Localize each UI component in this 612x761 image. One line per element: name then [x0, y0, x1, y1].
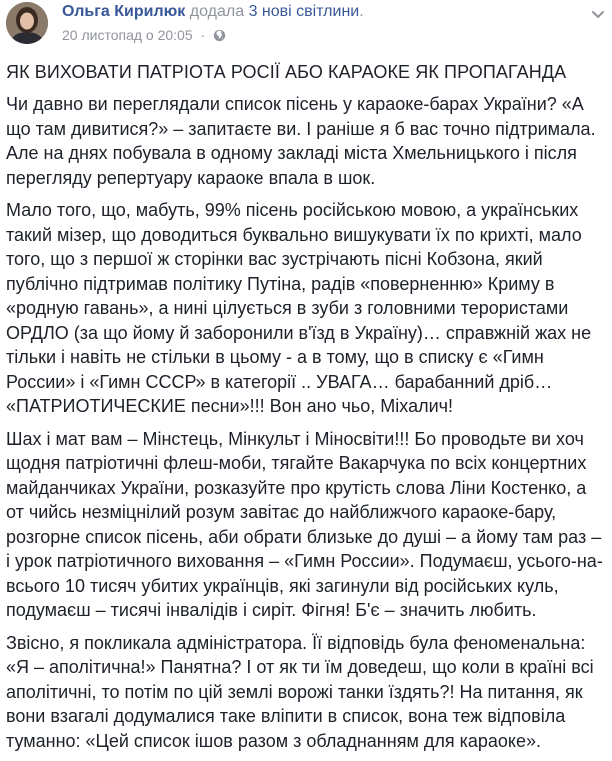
author-name-link[interactable]: Ольга Кирилюк: [62, 3, 186, 20]
action-period: .: [359, 3, 364, 20]
post-paragraph: Мало того, що, мабуть, 99% пісень російською мовою, а українських такий мізер, що доводиться буквально вишукувати їх по крихті, мало того, що з першої ж сторінки вас зустрічають пісні Кобзона, який публічно підтримав політику Путіна, радів «поверненню» Криму в «родную гавань», а нині цілується в зуби з головними терористами ОРДЛО (за що йому й заборонили в'їзд в Україну)… справжній жах не тільки і навіть не стільки в цьому - а в тому, що в списку є «Гимн России» і «Гимн СССР» в категорії .. УВАГА… барабанний дріб… «ПАТРИОТИЧЕСКИЕ песни»!!! Вон ано чьо, Міхалич!: [6, 200, 592, 416]
meta-separator: ·: [200, 27, 206, 43]
photos-link[interactable]: 3 нові світлини: [248, 3, 360, 20]
action-text: додала: [189, 3, 245, 20]
post-title: ЯК ВИХОВАТИ ПАТРІОТА РОСІЇ АБО КАРАОКЕ ЯК ПРОПАГАНДА: [6, 62, 567, 82]
chevron-down-icon[interactable]: [588, 4, 608, 24]
post-timestamp[interactable]: 20 листопад о 20:05: [62, 27, 193, 43]
author-line: [62, 2, 364, 22]
post-paragraph: Звісно, я покликала адміністратора. Її відповідь була феноменальна: «Я – аполітична!» Панятна? І от як ти їм доведеш, що коли в країні всі аполітичні, то потім по цій землі ворожі танки їздять?! На питання, як вони взагалі додумалися таке вліпити в список, вона теж відповіла туманно: «Цей список ішов разом з обладнанням для караоке».: [6, 632, 594, 751]
post-paragraph: Чи давно ви переглядали список пісень у караоке-барах України? «А що там дивитися?» – запитаєте ви. І раніше я б вас точно підтримала. Але на днях побувала в одному закладі міста Хмельницького і після перегляду репертуару караоке впала в шок.: [6, 94, 596, 188]
post-header: [0, 0, 612, 52]
avatar-image: [6, 2, 48, 44]
post-paragraph: Шах і мат вам – Мінстець, Мінкульт і Міносвіти!!! Бо проводьте ви хоч щодня патріотичні флеш-моби, тягайте Вакарчука по всіх концертних майданчиках України, розказуйте про крутість слова Ліни Костенко, а от чийсь незміцнілий розум завітає до найближчого караоке-бару, розгорне список пісень, аби обрати близьке до душі – а йому там раз – і урок патріотичного виховання – «Гимн России». Подумаєш, усього-на-всього 10 тисяч убитих українців, які загинули від російських куль, подумаєш – тисячі інвалідів і сиріт. Фігня! Б'є – значить любить.: [6, 428, 603, 620]
author-avatar[interactable]: [6, 2, 48, 44]
post-body: [6, 60, 606, 761]
globe-icon[interactable]: [213, 28, 226, 46]
post-meta: [62, 26, 226, 46]
